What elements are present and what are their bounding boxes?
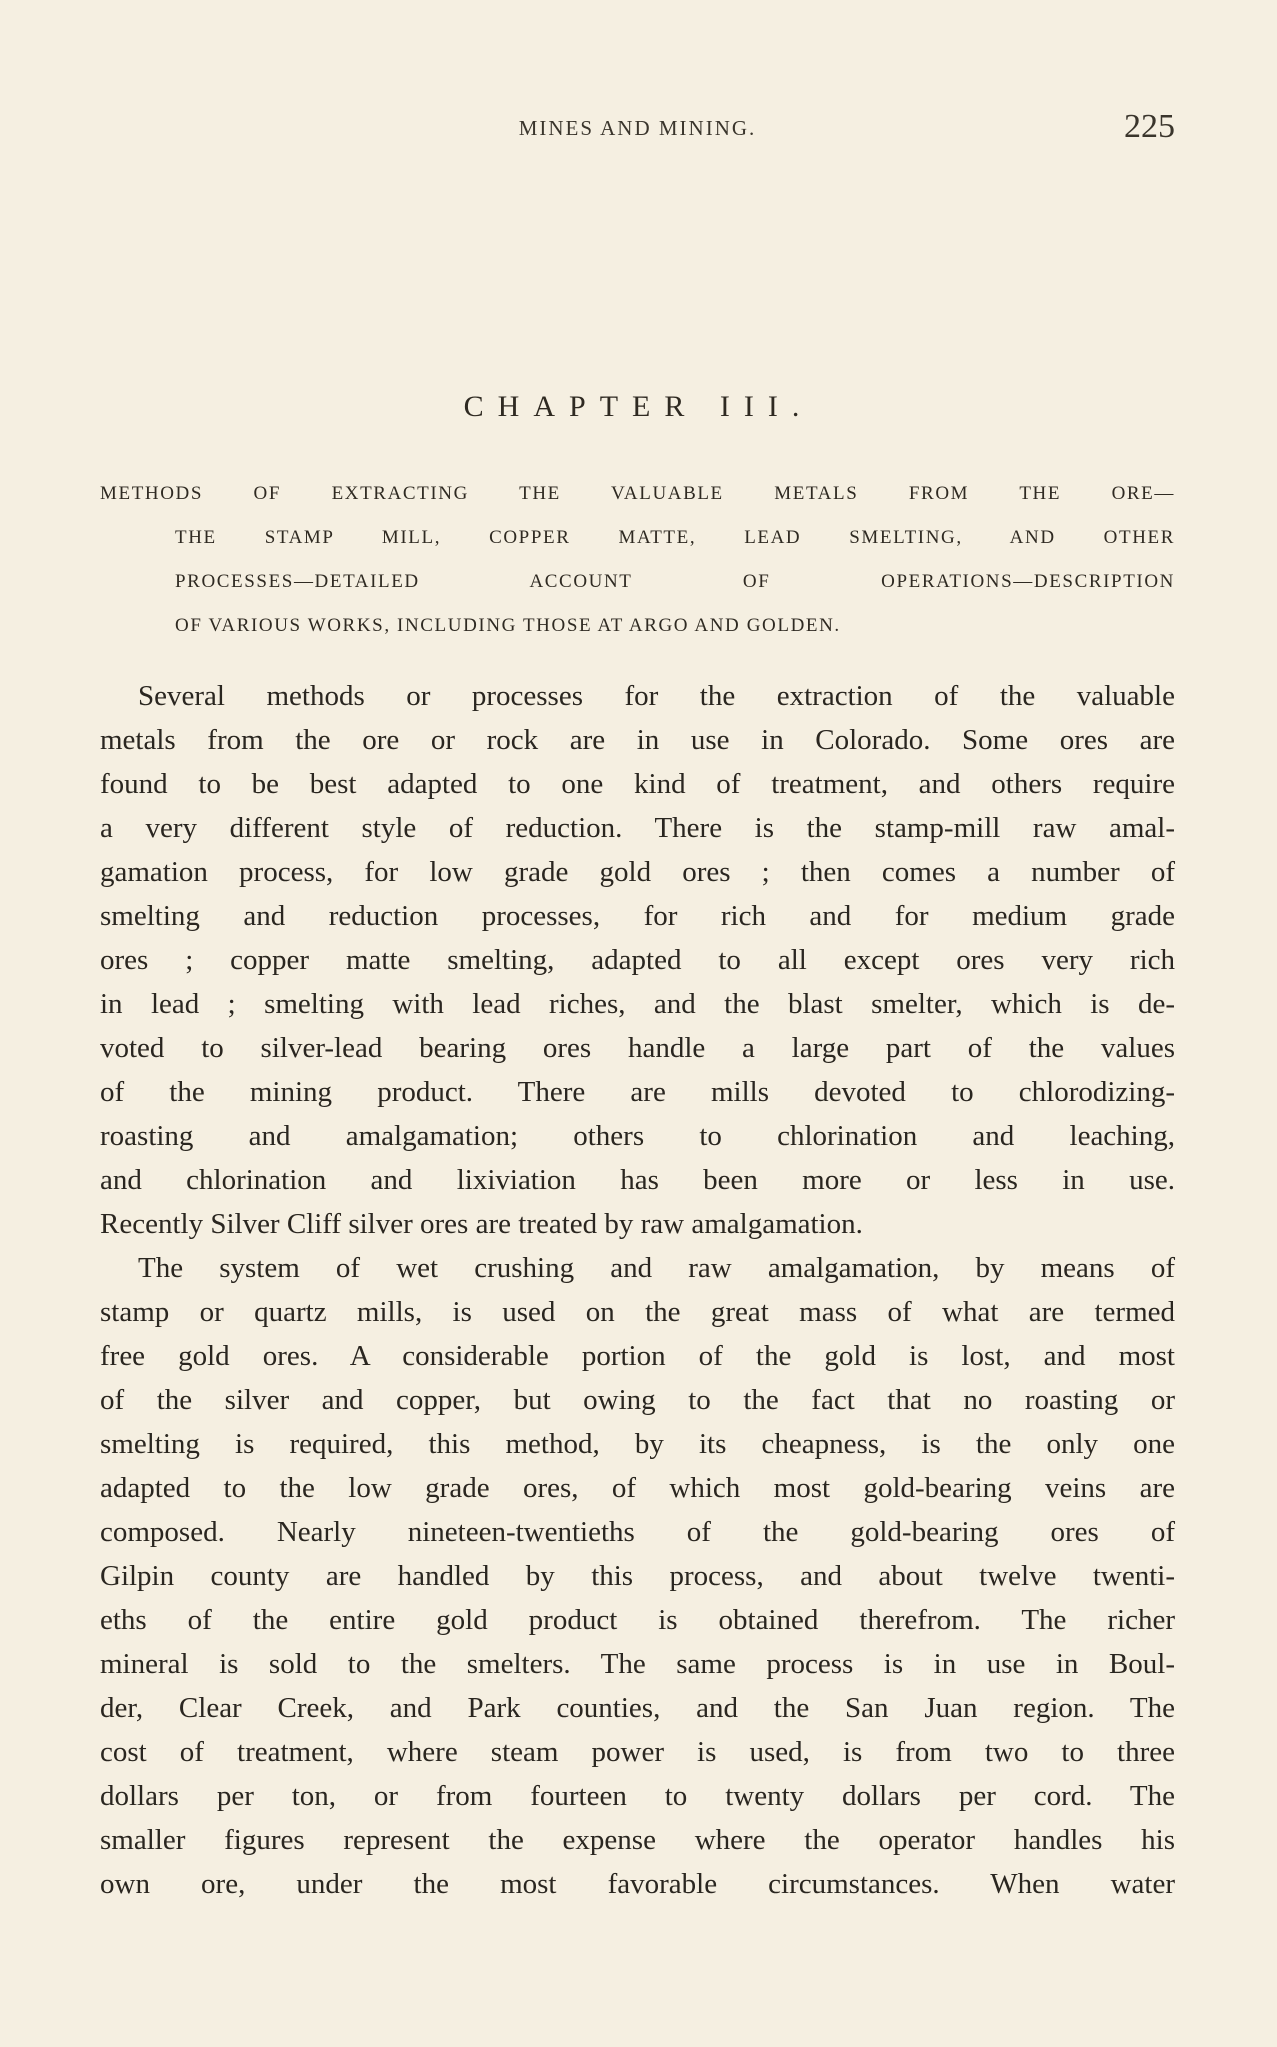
synopsis-line: PROCESSES—DETAILED ACCOUNT OF OPERATIONS—DESCRIPTION xyxy=(175,571,1175,592)
running-title: MINES AND MINING. xyxy=(518,116,757,140)
body-line: gamation process, for low grade gold ores ; then comes a number of xyxy=(100,856,1175,888)
synopsis-line: METHODS OF EXTRACTING THE VALUABLE METALS FROM THE ORE— xyxy=(100,483,1175,504)
body-line: mineral is sold to the smelters. The same process is in use in Boul- xyxy=(100,1648,1175,1680)
body-line: in lead ; smelting with lead riches, and the blast smelter, which is de- xyxy=(100,988,1175,1020)
body-line: of the silver and copper, but owing to the fact that no roasting or xyxy=(100,1384,1175,1416)
body-line: stamp or quartz mills, is used on the great mass of what are termed xyxy=(100,1296,1175,1328)
body-line: composed. Nearly nineteen-twentieths of the gold-bearing ores of xyxy=(100,1516,1175,1548)
body-line: der, Clear Creek, and Park counties, and the San Juan region. The xyxy=(100,1692,1175,1724)
page-number: 225 xyxy=(1124,108,1175,145)
chapter-synopsis xyxy=(100,472,1175,648)
body-line: a very different style of reduction. There is the stamp-mill raw amal- xyxy=(100,812,1175,844)
body-line: adapted to the low grade ores, of which most gold-bearing veins are xyxy=(100,1472,1175,1504)
body-line: The system of wet crushing and raw amalgamation, by means of xyxy=(138,1252,1175,1284)
body-text xyxy=(100,674,1175,1906)
body-line: cost of treatment, where steam power is used, is from two to three xyxy=(100,1736,1175,1768)
body-line: own ore, under the most favorable circumstances. When water xyxy=(100,1868,1175,1900)
body-line: smelting and reduction processes, for rich and for medium grade xyxy=(100,900,1175,932)
body-line: free gold ores. A considerable portion of the gold is lost, and most xyxy=(100,1340,1175,1372)
body-line: ores ; copper matte smelting, adapted to all except ores very rich xyxy=(100,944,1175,976)
body-line: of the mining product. There are mills devoted to chlorodizing- xyxy=(100,1076,1175,1108)
body-line: metals from the ore or rock are in use in Colorado. Some ores are xyxy=(100,724,1175,756)
synopsis-line: THE STAMP MILL, COPPER MATTE, LEAD SMELTING, AND OTHER xyxy=(175,527,1175,548)
chapter-title: CHAPTER III. xyxy=(463,390,814,423)
body-line: and chlorination and lixiviation has been more or less in use. xyxy=(100,1164,1175,1196)
body-line: Several methods or processes for the extraction of the valuable xyxy=(138,680,1175,712)
body-line: voted to silver-lead bearing ores handle a large part of the values xyxy=(100,1032,1175,1064)
body-line: found to be best adapted to one kind of treatment, and others require xyxy=(100,768,1175,800)
body-line: roasting and amalgamation; others to chlorination and leaching, xyxy=(100,1120,1175,1152)
body-line: eths of the entire gold product is obtained therefrom. The richer xyxy=(100,1604,1175,1636)
body-line: smelting is required, this method, by its cheapness, is the only one xyxy=(100,1428,1175,1460)
running-head xyxy=(100,108,1175,148)
body-line: smaller figures represent the expense where the operator handles his xyxy=(100,1824,1175,1856)
body-line: dollars per ton, or from fourteen to twenty dollars per cord. The xyxy=(100,1780,1175,1812)
body-line: Gilpin county are handled by this process, and about twelve twenti- xyxy=(100,1560,1175,1592)
body-line: Recently Silver Cliff silver ores are treated by raw amalgamation. xyxy=(100,1208,863,1240)
synopsis-line: OF VARIOUS WORKS, INCLUDING THOSE AT ARGO AND GOLDEN. xyxy=(175,615,841,636)
